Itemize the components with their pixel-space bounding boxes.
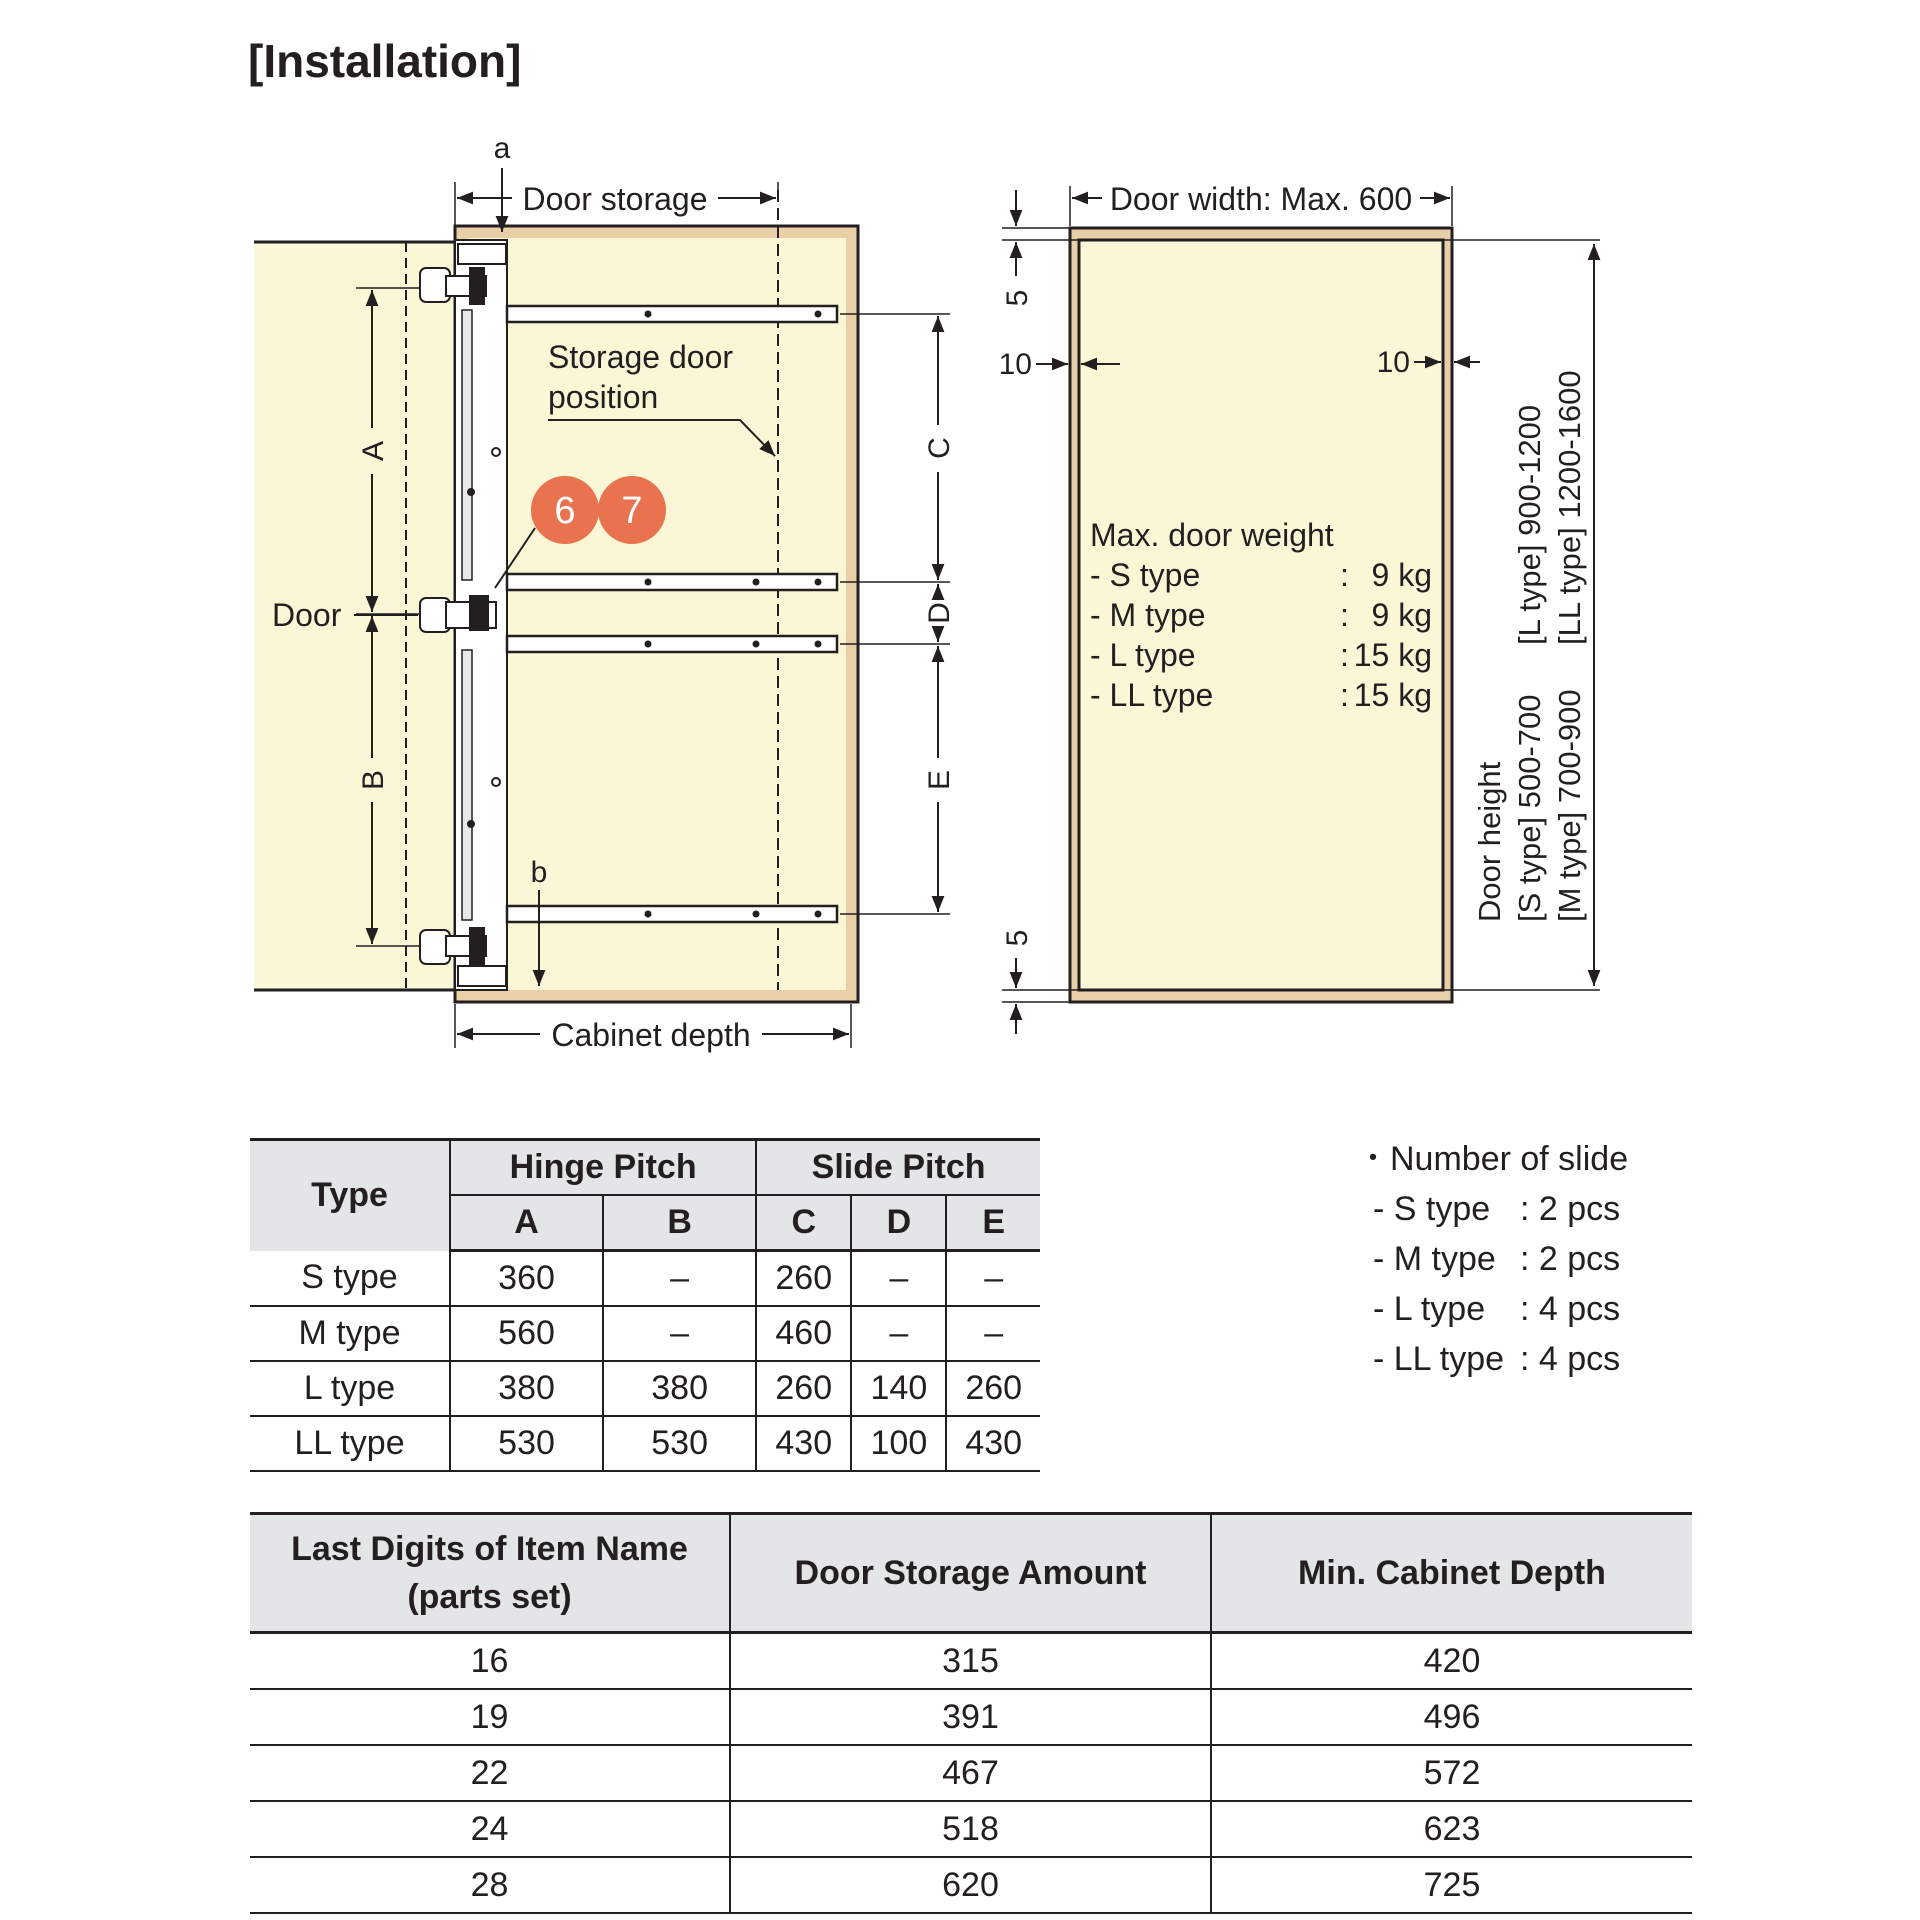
door-storage-amount-header: Door Storage Amount bbox=[730, 1514, 1211, 1633]
table-row: 16 315 420 bbox=[250, 1633, 1692, 1690]
hinge-pitch-header: Hinge Pitch bbox=[450, 1140, 756, 1196]
dim-E-label: E bbox=[923, 769, 956, 791]
storage-door-position-label-2: position bbox=[548, 379, 659, 415]
svg-text:9 kg: 9 kg bbox=[1371, 597, 1432, 633]
height-s-label: [S type] 500-700 bbox=[1512, 694, 1547, 922]
svg-text::: : bbox=[1340, 637, 1349, 673]
svg-text::: : bbox=[1340, 597, 1349, 633]
hinge-middle bbox=[420, 596, 496, 632]
col-A-header: A bbox=[450, 1195, 603, 1251]
table-row: L type 380 380 260 140 260 bbox=[250, 1361, 1040, 1416]
slide-note-item: - S type : 2 pcs bbox=[1373, 1190, 1621, 1228]
item-name-header: Last Digits of Item Name (parts set) bbox=[250, 1514, 730, 1633]
svg-text:- S type: - S type bbox=[1090, 557, 1201, 593]
slide-count-note bbox=[1356, 1134, 1628, 1384]
left-gap-label: 10 bbox=[998, 348, 1032, 381]
dim-A-label: A bbox=[357, 440, 390, 462]
slide-4 bbox=[507, 906, 837, 922]
slide-pitch-header: Slide Pitch bbox=[756, 1140, 1040, 1196]
right-gap-label: 10 bbox=[1376, 346, 1410, 379]
col-C-header: C bbox=[756, 1195, 851, 1251]
door-storage-label: Door storage bbox=[522, 181, 708, 217]
door-height-label: Door height bbox=[1472, 761, 1507, 922]
table-row: LL type 530 530 430 100 430 bbox=[250, 1416, 1040, 1471]
svg-text:6: 6 bbox=[554, 490, 576, 532]
svg-text:15 kg: 15 kg bbox=[1353, 677, 1432, 713]
slide-note-item: - LL type : 4 pcs bbox=[1373, 1340, 1621, 1378]
min-cabinet-depth-header: Min. Cabinet Depth bbox=[1211, 1514, 1692, 1633]
slide-1 bbox=[507, 306, 837, 322]
table-row: 28 620 725 bbox=[250, 1857, 1692, 1913]
page-title: [Installation] bbox=[248, 35, 522, 87]
table-row: 19 391 496 bbox=[250, 1689, 1692, 1745]
slide-3 bbox=[507, 636, 837, 652]
svg-text:- LL type: - LL type bbox=[1090, 677, 1214, 713]
storage-door-position-label-1: Storage door bbox=[548, 339, 734, 375]
svg-text:15 kg: 15 kg bbox=[1353, 637, 1432, 673]
table-row: 24 518 623 bbox=[250, 1801, 1692, 1857]
dim-b-label: b bbox=[530, 856, 548, 889]
dim-D-label: D bbox=[923, 602, 956, 624]
col-D-header: D bbox=[851, 1195, 946, 1251]
svg-text::: : bbox=[1340, 557, 1349, 593]
svg-text:- M type: - M type bbox=[1090, 597, 1206, 633]
table-row: S type 360 – 260 – – bbox=[250, 1251, 1040, 1307]
svg-text:9 kg: 9 kg bbox=[1371, 557, 1432, 593]
height-m-label: [M type] 700-900 bbox=[1552, 689, 1587, 922]
cabinet-depth-label: Cabinet depth bbox=[551, 1017, 751, 1053]
door-label: Door bbox=[272, 597, 342, 633]
table-row: M type 560 – 460 – – bbox=[250, 1306, 1040, 1361]
table-row: 22 467 572 bbox=[250, 1745, 1692, 1801]
slide-note-item: - M type : 2 pcs bbox=[1373, 1240, 1621, 1278]
col-B-header: B bbox=[603, 1195, 756, 1251]
dim-a-label: a bbox=[493, 132, 511, 165]
type-header: Type bbox=[250, 1140, 450, 1251]
top-gap-label: 5 bbox=[1001, 289, 1034, 307]
svg-text:7: 7 bbox=[621, 490, 643, 532]
door-storage-table bbox=[250, 1512, 1692, 1914]
col-E-header: E bbox=[946, 1195, 1040, 1251]
slide-2 bbox=[507, 574, 837, 590]
front-view bbox=[999, 181, 1600, 1034]
slide-note-item: - L type : 4 pcs bbox=[1373, 1290, 1621, 1328]
svg-text::: : bbox=[1340, 677, 1349, 713]
height-ll-label: [LL type] 1200-1600 bbox=[1552, 370, 1587, 645]
dim-B-label: B bbox=[357, 769, 390, 791]
pitch-table bbox=[250, 1138, 1040, 1472]
door-width-label: Door width: Max. 600 bbox=[1109, 181, 1413, 217]
bottom-gap-label: 5 bbox=[1001, 929, 1034, 947]
weight-title: Max. door weight bbox=[1090, 517, 1334, 553]
height-l-label: [L type] 900-1200 bbox=[1512, 404, 1547, 645]
side-view bbox=[254, 132, 956, 1053]
dim-C-label: C bbox=[923, 437, 956, 459]
svg-text:- L type: - L type bbox=[1090, 637, 1196, 673]
slide-note-title: ・Number of slide bbox=[1356, 1140, 1629, 1178]
